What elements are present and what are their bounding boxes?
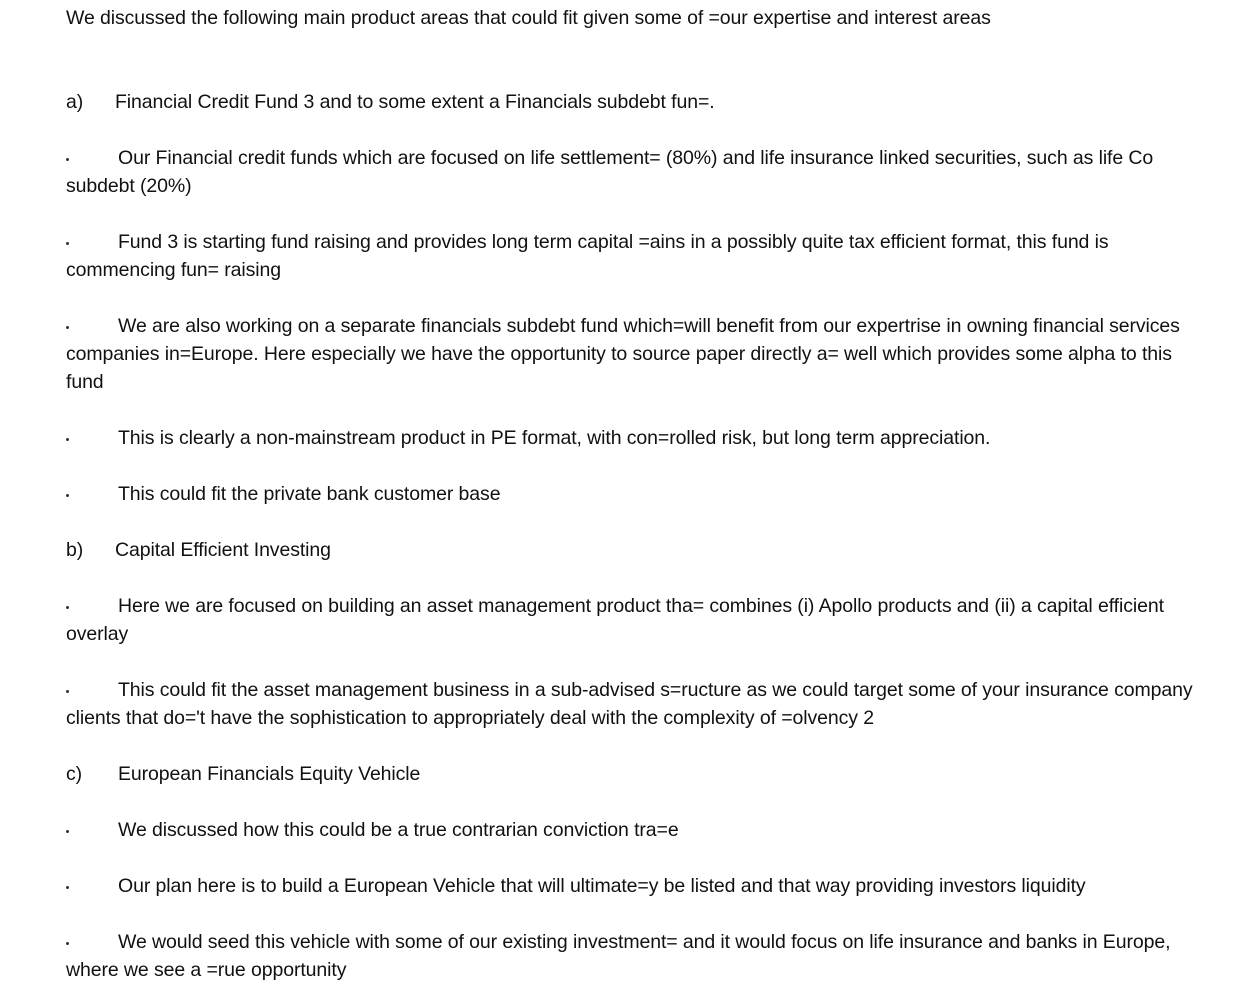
intro-paragraph: We discussed the following main product areas that could fit given some of =our expertise and interest areas [66,7,991,29]
bullet-dot-icon [66,494,69,497]
list-item [66,676,1206,732]
section-b-marker: b) [66,539,84,561]
list-item-text: Our Financial credit funds which are focused on life settlement= (80%) and life insurance linked securities, such as life Co subdebt (20%) [66,147,1154,197]
list-item-text: Fund 3 is starting fund raising and provides long term capital =ains in a possibly quite tax efficient format, this fund is commencing fun= raising [66,231,1109,281]
list-item [66,592,1206,648]
section-c-heading: European Financials Equity Vehicle [118,763,421,785]
section-c-marker: c) [66,763,83,785]
list-item: We discussed how this could be a true contrarian conviction tra=e [118,819,679,841]
list-item: This could fit the private bank customer base [118,483,501,505]
list-item: This is clearly a non-mainstream product in PE format, with con=rolled risk, but long term appreciation. [118,427,991,449]
list-item-text: This could fit the asset management business in a sub-advised s=ructure as we could target some of your insurance company clients that do='t have the sophistication to appropriately deal with the complexity of =olvency 2 [66,679,1193,729]
list-item [66,312,1206,396]
list-item [66,228,1206,284]
list-item-text: Here we are focused on building an asset management product tha= combines (i) Apollo products and (ii) a capital efficient overlay [66,595,1164,645]
section-b-heading: Capital Efficient Investing [115,539,331,561]
list-item-text: We are also working on a separate financials subdebt fund which=will benefit from our expertrise in owning financial services companies in=Europe. Here especially we have the opportunity to source paper directly a= well which provides some alpha to this fund [66,315,1180,393]
section-a-marker: a) [66,91,84,113]
list-item: Our plan here is to build a European Vehicle that will ultimate=y be listed and that way providing investors liquidity [118,875,1086,897]
list-item [66,144,1206,200]
list-item [66,928,1206,984]
bullet-dot-icon [66,886,69,889]
list-item-text: We would seed this vehicle with some of our existing investment= and it would focus on life insurance and banks in Europe, where we see a =rue opportunity [66,931,1171,981]
bullet-dot-icon [66,438,69,441]
bullet-dot-icon [66,830,69,833]
section-a-heading: Financial Credit Fund 3 and to some extent a Financials subdebt fun=. [115,91,715,113]
